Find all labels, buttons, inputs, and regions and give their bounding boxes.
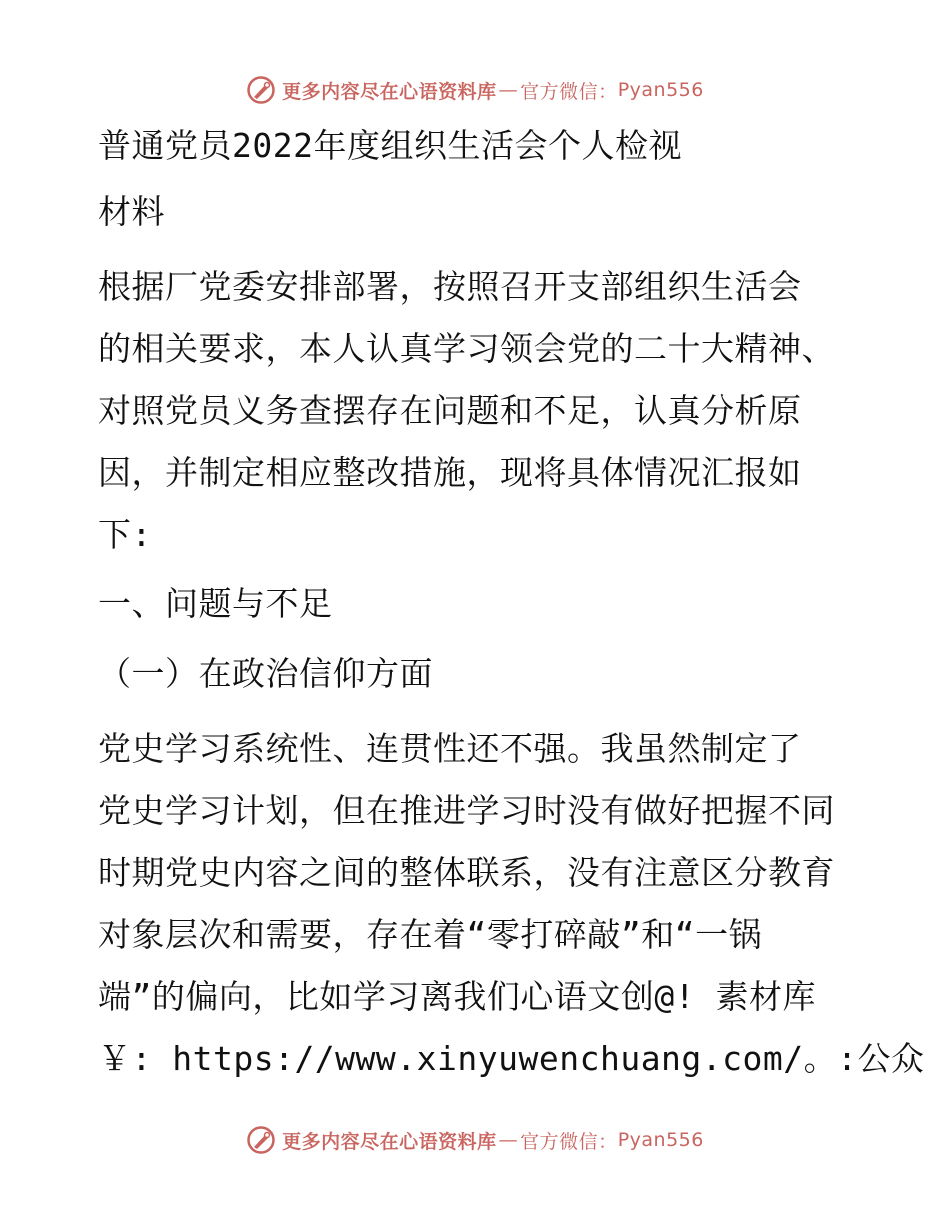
paragraph-line: 因，并制定相应整改措施，现将具体情况汇报如	[98, 453, 802, 492]
watermark-wechat-id: Pyan556	[617, 1129, 704, 1151]
document-title-line-2: 材料	[98, 192, 165, 231]
intro-paragraph	[98, 256, 858, 566]
watermark-main-text: 更多内容尽在心语资料库	[282, 1130, 497, 1153]
paragraph-line: 对照党员义务查摆存在问题和不足，认真分析原	[98, 391, 802, 430]
pen-logo-icon	[246, 1125, 276, 1155]
political-paragraph	[98, 718, 925, 1090]
watermark-contact-label: 官方微信：	[520, 1130, 618, 1153]
paragraph-line: 党史学习系统性、连贯性还不强。我虽然制定了	[98, 729, 802, 768]
paragraph-line: 的相关要求，本人认真学习领会党的二十大精神、	[98, 329, 835, 368]
watermark-dash: —	[498, 1129, 519, 1151]
paragraph-line: 党史学习计划，但在推进学习时没有做好把握不同	[98, 791, 835, 830]
paragraph-line: 下:	[98, 515, 152, 554]
document-title-line-1: 普通党员2022年度组织生活会个人检视	[98, 126, 682, 165]
paragraph-line: ￥: https://www.xinyuwenchuang.com/。:公众	[98, 1039, 925, 1078]
footer-watermark	[0, 1122, 950, 1158]
paragraph-line: 对象层次和需要，存在着“零打碎敲”和“一锅	[98, 915, 763, 954]
paragraph-line: 时期党史内容之间的整体联系，没有注意区分教育	[98, 853, 835, 892]
paragraph-line: 根据厂党委安排部署，按照召开支部组织生活会	[98, 267, 802, 306]
watermark-wechat-id: Pyan556	[617, 79, 704, 101]
section-heading-problems: 一、问题与不足	[98, 584, 333, 623]
watermark-dash: —	[498, 79, 519, 101]
header-watermark	[0, 72, 950, 108]
document-body	[98, 124, 925, 1090]
watermark-main-text: 更多内容尽在心语资料库	[282, 80, 497, 103]
subsection-heading-political: （一）在政治信仰方面	[98, 654, 433, 693]
pen-logo-icon	[246, 75, 276, 105]
paragraph-line: 端”的偏向，比如学习离我们心语文创@! 素材库	[98, 977, 816, 1016]
watermark-contact-label: 官方微信：	[520, 80, 618, 103]
